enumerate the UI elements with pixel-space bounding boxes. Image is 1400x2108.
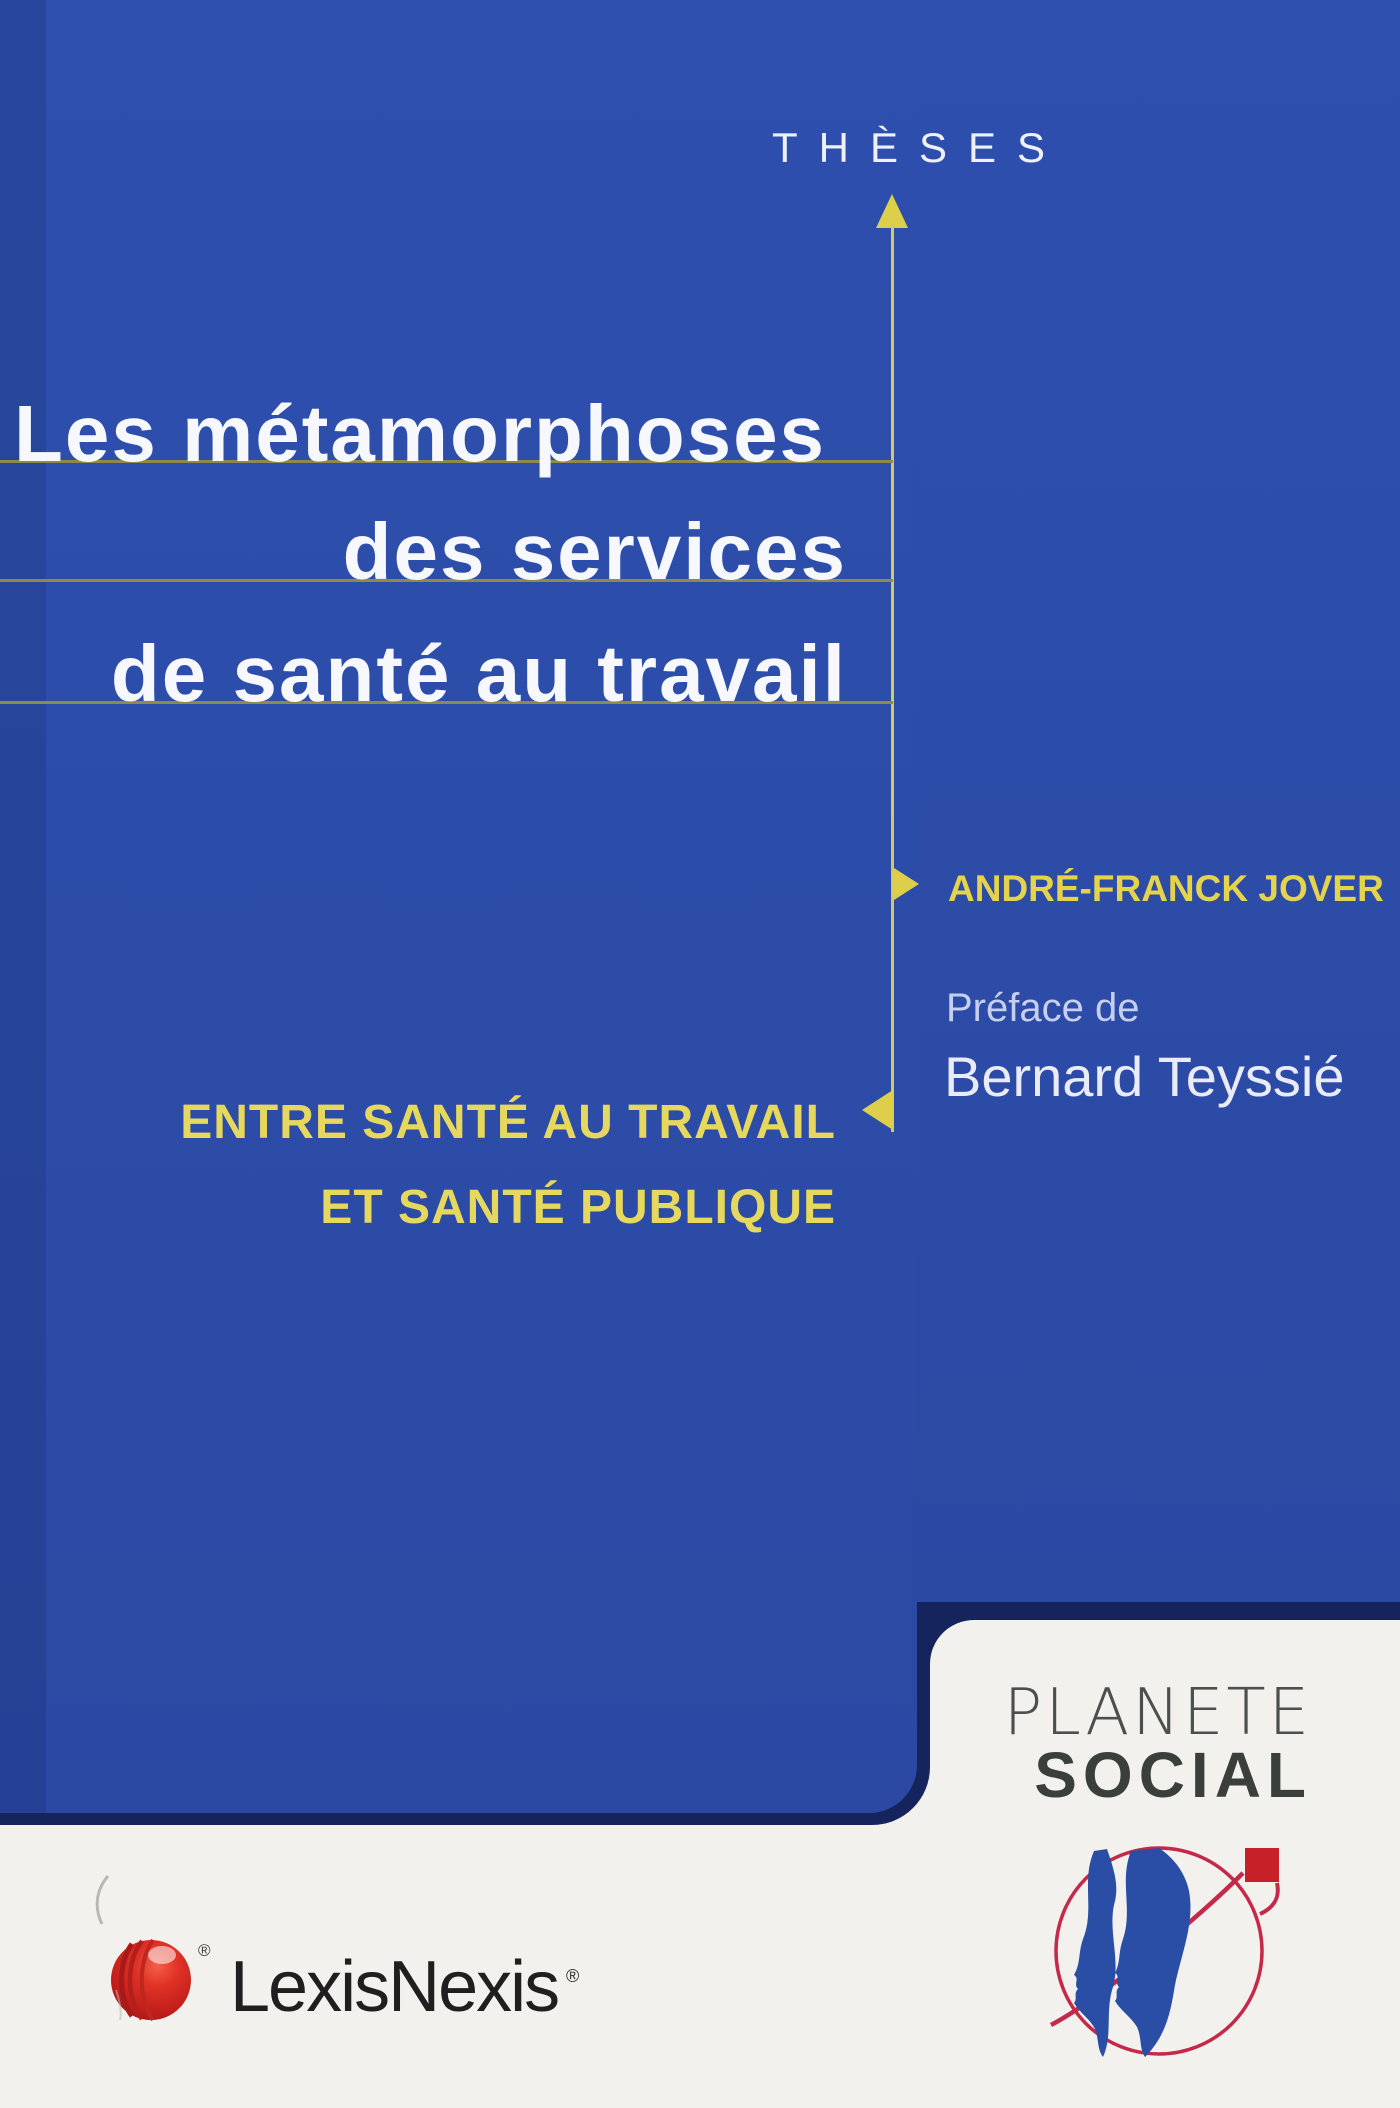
subtitle-line-1: ENTRE SANTÉ AU TRAVAIL [180,1096,836,1149]
preface-label: Préface de [946,986,1140,1030]
registered-mark: ® [566,1966,580,1986]
preface-author: Bernard Teyssié [944,1045,1345,1108]
subtitle-line-2: ET SANTÉ PUBLIQUE [320,1181,836,1234]
title-line-2: des services [342,507,847,596]
logo-red-square [1245,1848,1279,1882]
collection-label: THÈSES [772,124,1067,171]
arrow-left-icon [862,1090,893,1130]
spine-shadow [0,0,46,1813]
series-name-social: SOCIAL [1034,1739,1312,1811]
series-name [1003,1676,1312,1811]
series-name-planete: PLANETE [1003,1676,1312,1750]
logo-orbit-tail [1260,1883,1278,1914]
author-name: ANDRÉ-FRANCK JOVER [948,868,1384,909]
planete-social-logo [1047,1843,1282,2063]
title-line-1: Les métamorphoses [14,389,827,478]
title-line-3: de santé au travail [110,629,847,718]
subtitle [180,1080,836,1250]
arrow-right-icon [894,868,919,900]
registered-mark: ® [198,1941,211,1960]
pen-mark [80,1872,140,2022]
publisher-wordmark: LexisNexis [230,1947,559,2027]
vertical-rule [891,224,894,1132]
logo-face-left [1074,1849,1116,2057]
arrow-up-icon [876,194,908,228]
